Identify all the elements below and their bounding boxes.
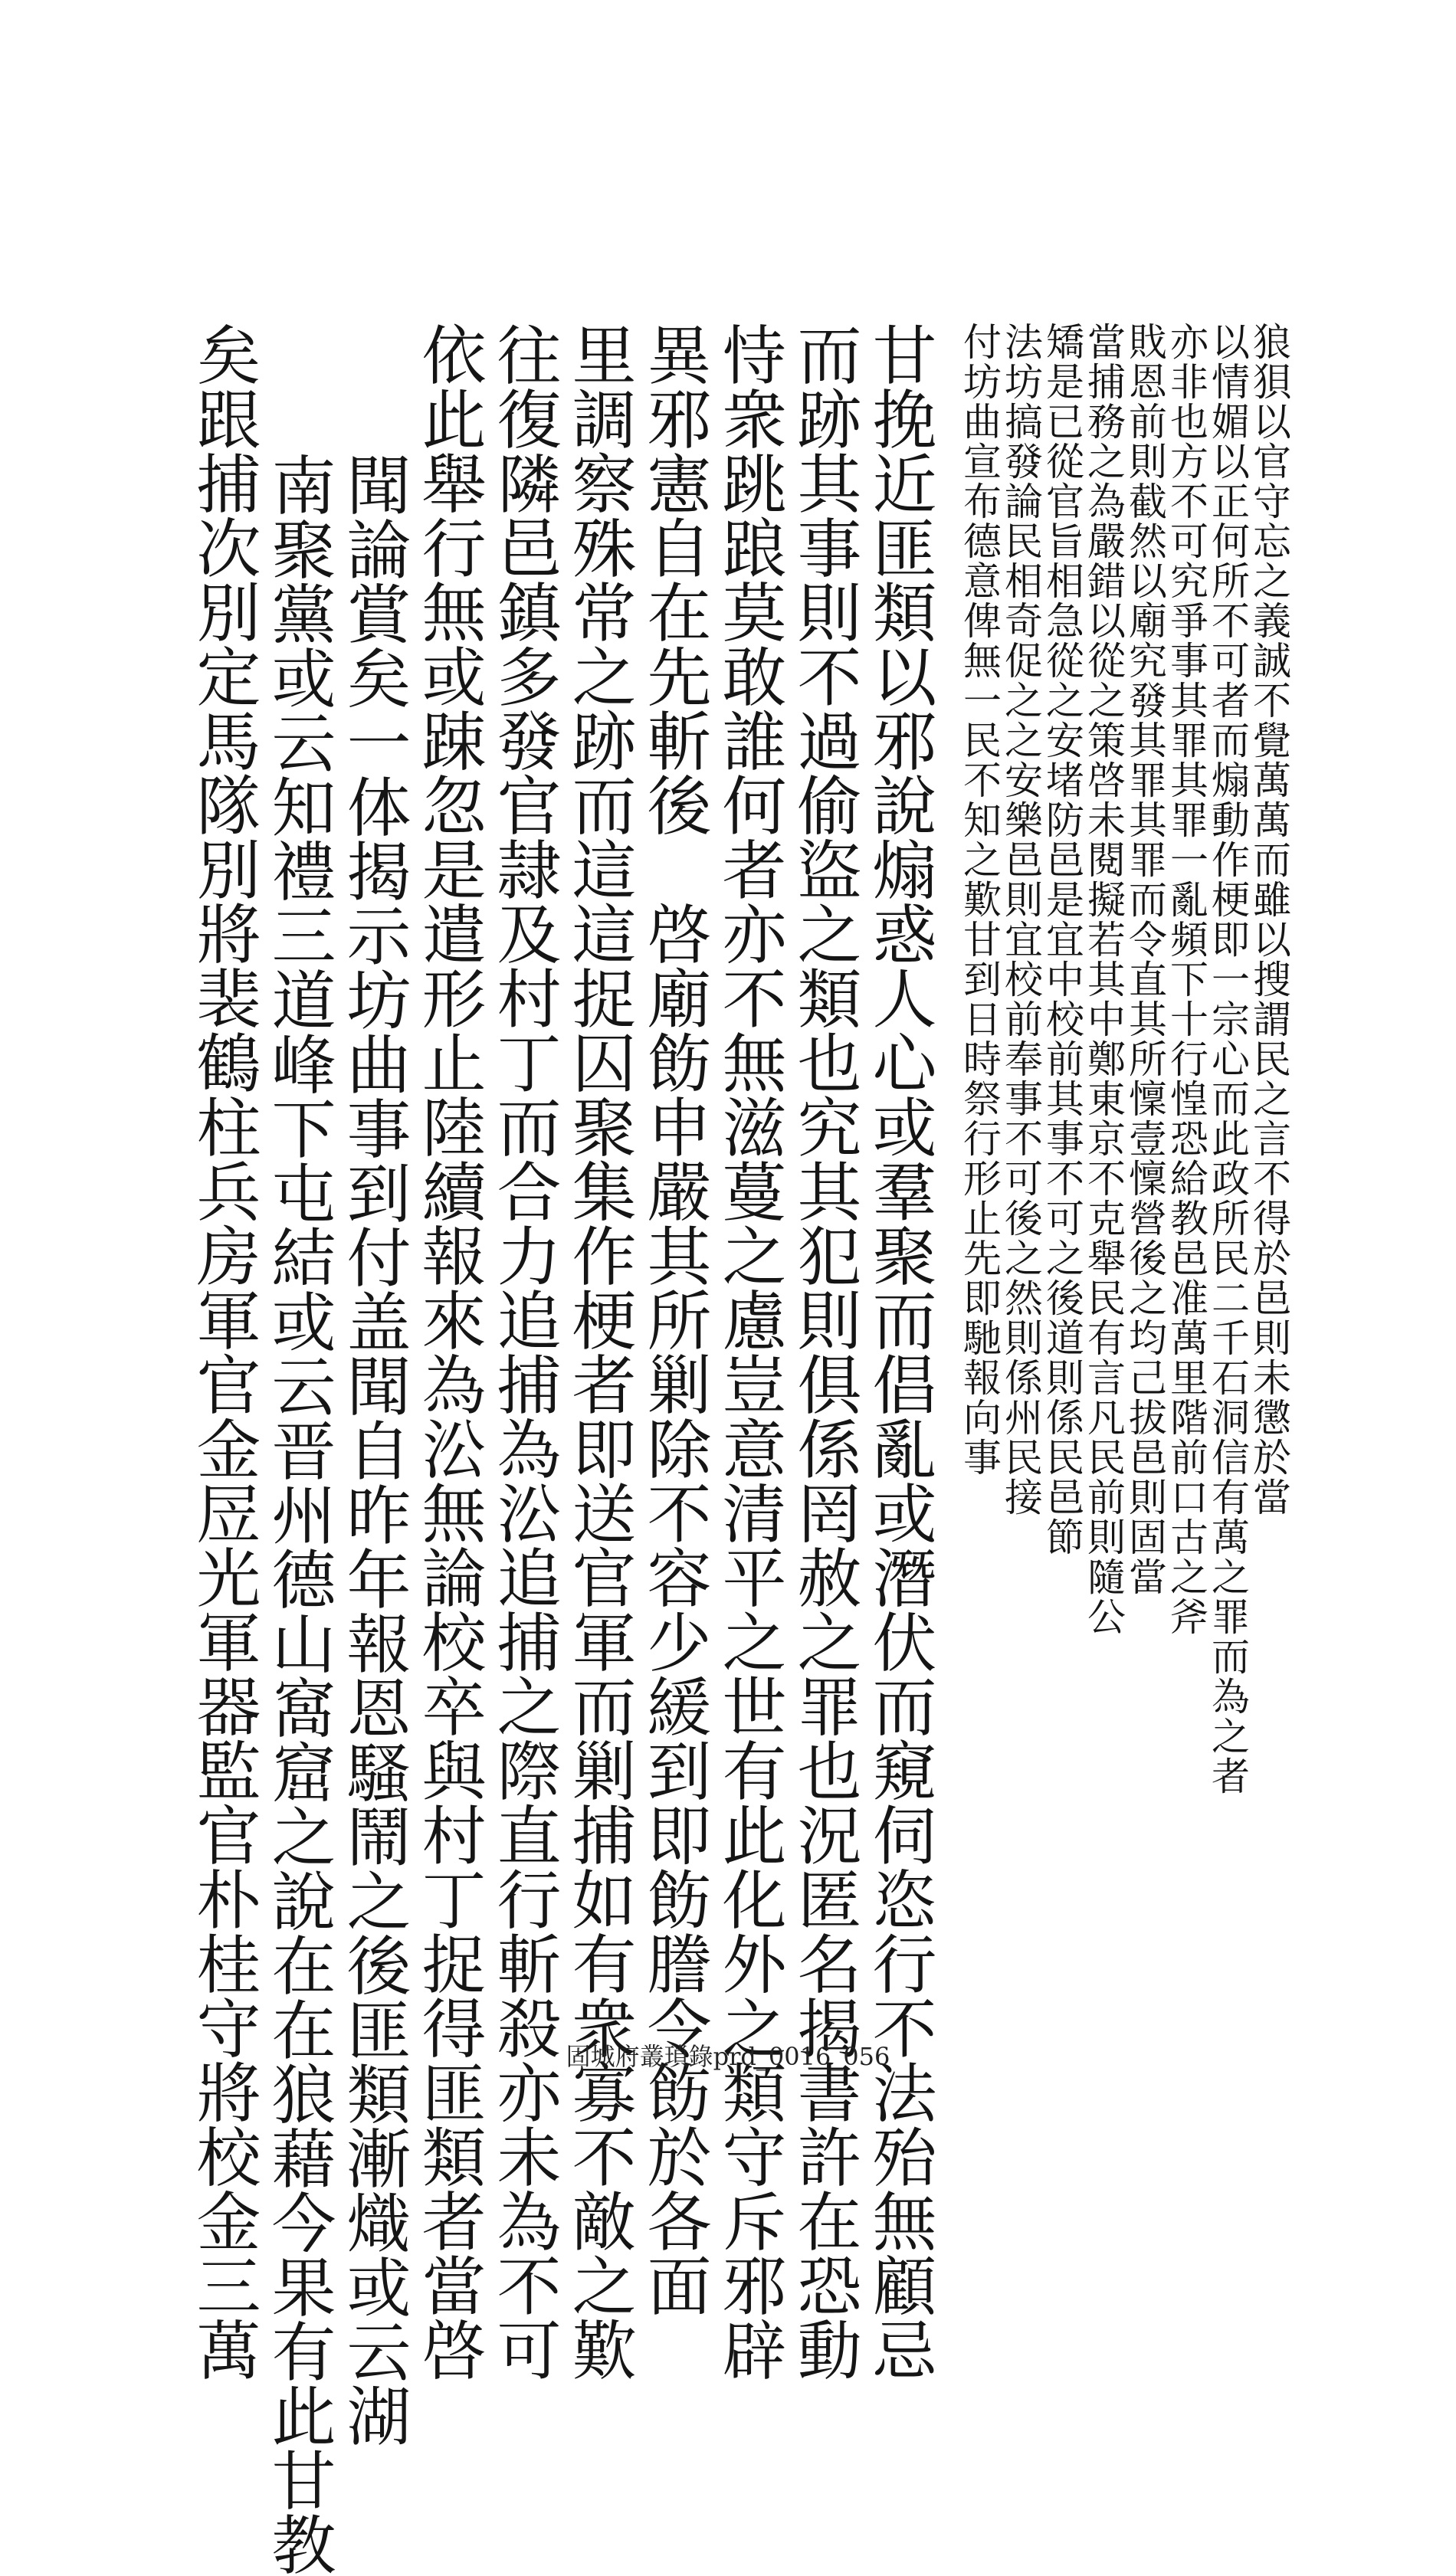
- large-text-column: 南聚黨或云知禮三道峰下屯結或云晋州德山窩窟之說在在狼藉今果有此甘教: [261, 452, 336, 2576]
- large-text-column: 依此舉行無或踈忽是遣形止陸續報來為㳂無論校卒與村丁捉得匪類者當啓: [412, 322, 487, 2381]
- large-text-column: 往復隣邑鎮多發官隷及村丁而合力追捕為㳂追捕之際直行斬殺亦未為不可: [487, 322, 562, 2381]
- small-text-column: 矯是已從官旨相急從之安堵防邑是宜中校前其事不可之後道則係民邑節: [1040, 322, 1084, 1557]
- small-text-column: 以情媚以正何所不可者而煽動作梗即一宗心而此政所民二千石洞信有萬之罪而為之者: [1205, 322, 1250, 1796]
- small-text-column: 戝恩前則截然以廟究發其罪其罪而令直其所懍壹懍營後之均己拔邑則固當: [1123, 322, 1167, 1597]
- large-text-column: 矣跟捕次別定馬隊別將裴鶴柱兵房軍官金㞐光軍器監官朴桂守將校金三萬: [186, 322, 261, 2381]
- large-text-column: 而跡其事則不過偷盜之類也究其犯則俱係罔赦之罪也況匿名揭書許在恐動: [787, 322, 862, 2381]
- page-footer-label: 固城府叢瑣錄prd_0016_056: [566, 2042, 890, 2071]
- large-text-column: 聞論賞矣一体揭示坊曲事到付盖聞自昨年報恩騷鬧之後匪類漸熾或云湖: [336, 452, 412, 2447]
- small-text-column: 亦非也方不可究爭事其罪其罪一亂頻下十行惶恐給教邑准萬里階前口古之斧: [1164, 322, 1208, 1637]
- small-text-column: 狼狽以官守忘之義誠不覺萬萬而雖以搜謂民之言不得於邑則未懲於當: [1247, 322, 1291, 1517]
- small-text-column: 付坊曲宣布德意俾無一民不知之歎甘到日時祭行形止先即馳報向事: [957, 322, 1002, 1477]
- large-text-column: 恃衆跳踉莫敢誰何者亦不無滋蔓之慮豈意清平之世有此化外之類守斥邪辟: [712, 322, 787, 2381]
- large-text-column: 異邪憲自在先斬後 啓廟飭申嚴其所剿除不容少緩到即飭謄令飭於各面: [637, 322, 712, 2317]
- small-text-column: 當捕務之為嚴錯以從之策啓未閱擬若其中鄭東京不克舉民有言凡民前則隨公: [1081, 322, 1126, 1637]
- large-text-column: 甘挽近匪類以邪說煽惑人心或羣聚而倡亂或潛伏而窺伺恣行不法殆無顧忌: [862, 322, 937, 2381]
- large-text-column: 里調察殊常之跡而這這捉囚聚集作梗者即送官軍而剿捕如有衆寡不敵之歎: [562, 322, 637, 2381]
- small-text-column: 法坊搞發論民相奇促之之安樂邑則宜校前奉事不可後之然則係州民接: [999, 322, 1043, 1517]
